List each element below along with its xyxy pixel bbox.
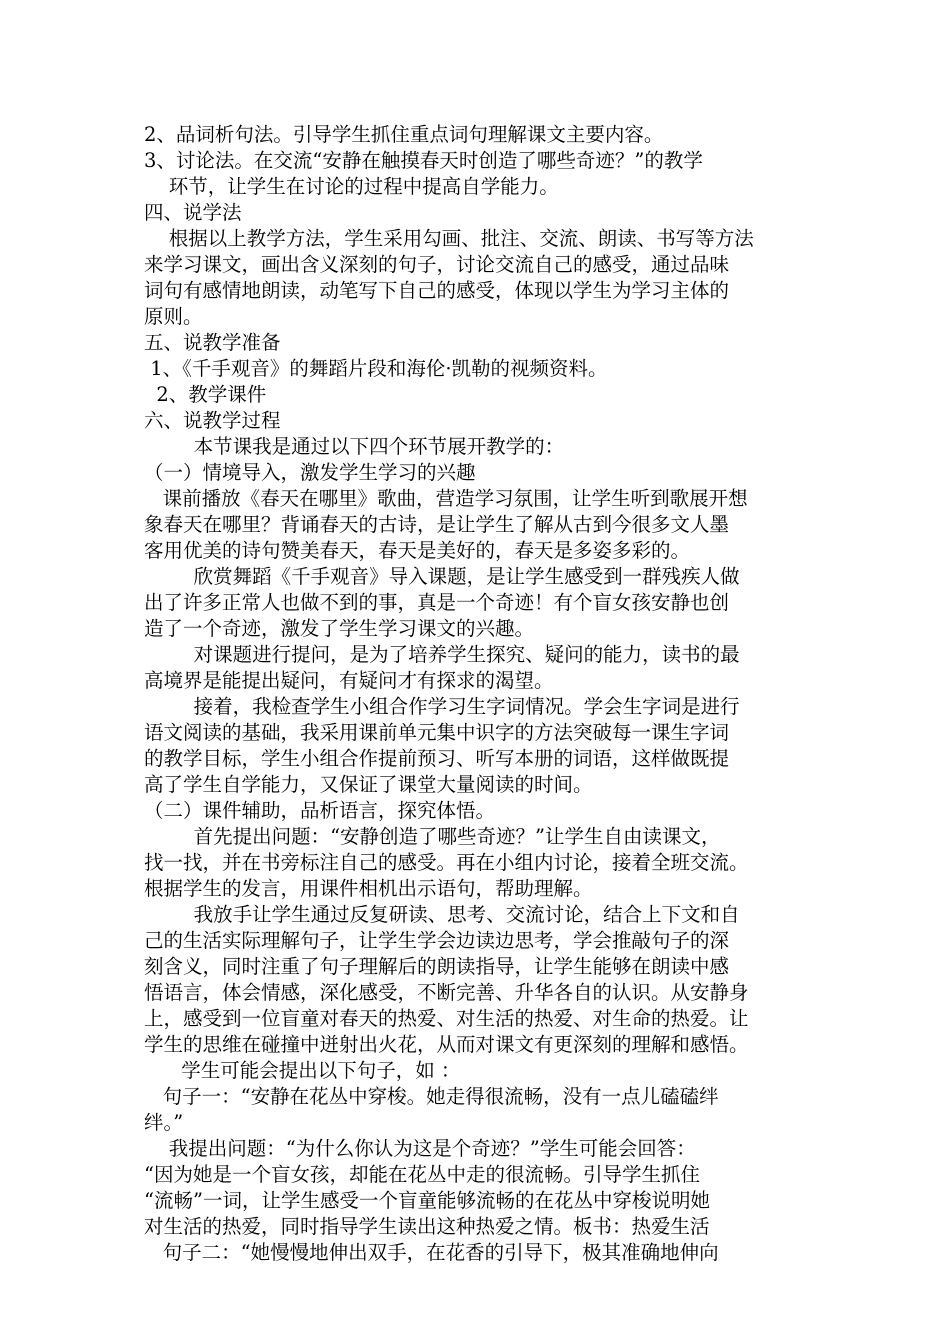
text-line: 2、教学课件 bbox=[144, 383, 267, 406]
text-line: 我提出问题：“为什么你认为这是个奇迹？”学生可能会回答： bbox=[144, 1137, 696, 1160]
text-line: 来学习课文，画出含义深刻的句子，讨论交流自己的感受，通过品味 bbox=[144, 253, 730, 276]
text-line: 欣赏舞蹈《千手观音》导入课题，是让学生感受到一群残疾人做 bbox=[144, 565, 740, 588]
text-line: 找一找，并在书旁标注自己的感受。再在小组内讨论，接着全班交流。 bbox=[144, 851, 749, 874]
text-line: 2、品词析句法。引导学生抓住重点词句理解课文主要内容。 bbox=[144, 123, 664, 146]
section-heading: 四、说学法 bbox=[144, 201, 242, 224]
section-heading: 五、说教学准备 bbox=[144, 331, 281, 354]
text-line: 高境界是能提出疑问，有疑问才有探求的渴望。 bbox=[144, 669, 554, 692]
text-line: 绊。” bbox=[144, 1111, 184, 1134]
text-line: 造了一个奇迹，激发了学生学习课文的兴趣。 bbox=[144, 617, 535, 640]
text-line: 环节，让学生在讨论的过程中提高自学能力。 bbox=[144, 175, 559, 198]
text-line: 接着，我检查学生小组合作学习生字词情况。学会生字词是进行 bbox=[144, 695, 740, 718]
text-line: 高了学生自学能力，又保证了课堂大量阅读的时间。 bbox=[144, 773, 593, 796]
text-line: 原则。 bbox=[144, 305, 203, 328]
subsection-heading: （二）课件辅助，品析语言，探究体悟。 bbox=[144, 799, 496, 822]
text-line: 对生活的热爱，同时指导学生读出这种热爱之情。板书：热爱生活 bbox=[144, 1215, 710, 1238]
text-line: 根据以上教学方法，学生采用勾画、批注、交流、朗读、书写等方法 bbox=[144, 227, 754, 250]
text-line: 本节课我是通过以下四个环节展开教学的： bbox=[144, 435, 565, 458]
text-line: 己的生活实际理解句子，让学生学会边读边思考，学会推敲句子的深 bbox=[144, 929, 730, 952]
text-line: 学生可能会提出以下句子，如 ： bbox=[144, 1059, 461, 1082]
text-line: 象春天在哪里？背诵春天的古诗，是让学生了解从古到今很多文人墨 bbox=[144, 513, 730, 536]
text-line: 上，感受到一位盲童对春天的热爱、对生活的热爱、对生命的热爱。让 bbox=[144, 1007, 749, 1030]
text-line: 首先提出问题：“安静创造了哪些奇迹？”让学生自由读课文， bbox=[144, 825, 721, 848]
text-line: 3、讨论法。在交流“安静在触摸春天时创造了哪些奇迹？”的教学 bbox=[144, 149, 703, 172]
text-line: 句子二：“她慢慢地伸出双手，在花香的引导下，极其准确地伸向 bbox=[144, 1241, 719, 1264]
text-line: 对课题进行提问，是为了培养学生探究、疑问的能力，读书的最 bbox=[144, 643, 740, 666]
section-heading: 六、说教学过程 bbox=[144, 409, 281, 432]
text-line: 课前播放《春天在哪里》歌曲，营造学习氛围，让学生听到歌展开想 bbox=[144, 487, 748, 510]
text-line: 的教学目标，学生小组合作提前预习、听写本册的词语，这样做既提 bbox=[144, 747, 730, 770]
text-line: 句子一：“安静在花丛中穿梭。她走得很流畅，没有一点儿磕磕绊 bbox=[144, 1085, 719, 1108]
text-line: 根据学生的发言，用课件相机出示语句，帮助理解。 bbox=[144, 877, 593, 900]
text-line: 刻含义，同时注重了句子理解后的朗读指导，让学生能够在朗读中感 bbox=[144, 955, 730, 978]
text-line: 词句有感情地朗读，动笔写下自己的感受，体现以学生为学习主体的 bbox=[144, 279, 730, 302]
text-line: 我放手让学生通过反复研读、思考、交流讨论，结合上下文和自 bbox=[144, 903, 740, 926]
text-line: “流畅”一词，让学生感受一个盲童能够流畅的在花丛中穿梭说明她 bbox=[144, 1189, 710, 1212]
text-line: 学生的思维在碰撞中迸射出火花，从而对课文有更深刻的理解和感悟。 bbox=[144, 1033, 749, 1056]
text-line: 悟语言，体会情感，深化感受，不断完善、升华各自的认识。从安静身 bbox=[144, 981, 749, 1004]
text-line: 1、《千手观音》的舞蹈片段和海伦·凯勒的视频资料。 bbox=[144, 357, 608, 380]
text-line: 出了许多正常人也做不到的事，真是一个奇迹！有个盲女孩安静也创 bbox=[144, 591, 730, 614]
text-line: “因为她是一个盲女孩，却能在花丛中走的很流畅。引导学生抓住 bbox=[144, 1163, 700, 1186]
subsection-heading: （一）情境导入，激发学生学习的兴趣 bbox=[144, 461, 476, 484]
text-line: 语文阅读的基础，我采用课前单元集中识字的方法突破每一课生字词 bbox=[144, 721, 730, 744]
text-line: 客用优美的诗句赞美春天，春天是美好的，春天是多姿多彩的。 bbox=[144, 539, 691, 562]
